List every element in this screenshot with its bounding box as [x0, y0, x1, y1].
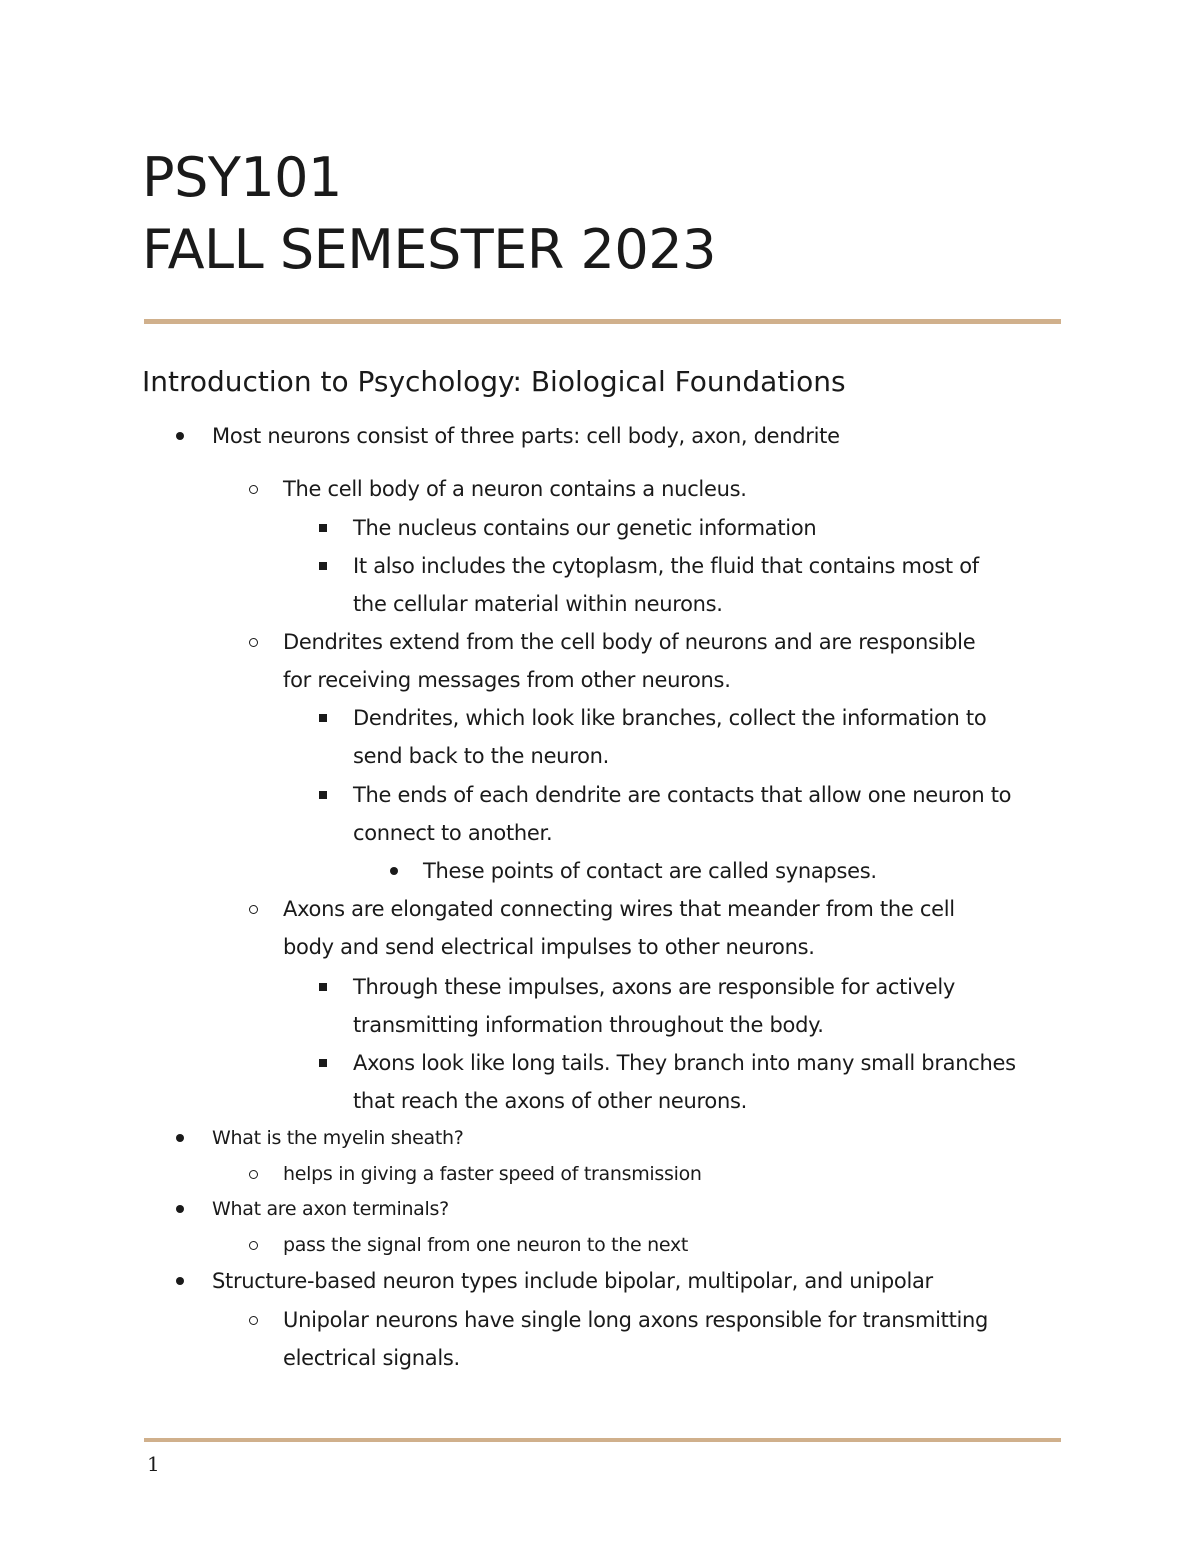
page-number: 1: [147, 1452, 160, 1476]
disc-bullet-icon: [176, 432, 184, 440]
disc-bullet-icon: [176, 1134, 184, 1142]
list-item-text: helps in giving a faster speed of transmission: [283, 1163, 702, 1185]
list-item-text: Through these impulses, axons are responsible for actively: [353, 975, 956, 999]
circle-bullet-icon: [249, 1316, 258, 1325]
list-item-text: Structure-based neuron types include bipolar, multipolar, and unipolar: [212, 1269, 933, 1293]
list-item: [212, 1119, 464, 1157]
footer-divider: [144, 1438, 1061, 1442]
list-item: [283, 623, 975, 661]
square-bullet-icon: [319, 524, 327, 532]
list-item-continuation: [283, 928, 815, 966]
list-item: [212, 1190, 449, 1228]
square-bullet-icon: [319, 1059, 327, 1067]
list-item: [423, 852, 877, 890]
title-course-code: PSY101: [142, 146, 342, 209]
title-semester: FALL SEMESTER 2023: [142, 218, 716, 281]
list-item-continuation: [353, 1006, 824, 1044]
list-item-continuation: [353, 585, 723, 623]
list-item-text: body and send electrical impulses to other neurons.: [283, 935, 815, 959]
list-item-continuation: [283, 661, 731, 699]
list-item: [353, 509, 816, 547]
list-item-text: Axons are elongated connecting wires that meander from the cell: [283, 897, 955, 921]
list-item: [283, 890, 955, 928]
list-item-text: The cell body of a neuron contains a nucleus.: [283, 477, 747, 501]
list-item-text: Unipolar neurons have single long axons responsible for transmitting: [283, 1308, 989, 1332]
list-item: [283, 1226, 688, 1264]
list-item: [283, 1301, 988, 1339]
list-item: [283, 470, 747, 508]
list-item-continuation: [283, 1339, 460, 1377]
list-item-text: send back to the neuron.: [353, 744, 609, 768]
list-item-text: Dendrites, which look like branches, collect the information to: [353, 706, 987, 730]
circle-bullet-icon: [249, 1170, 258, 1179]
list-item-text: electrical signals.: [283, 1346, 460, 1370]
list-item-text: Axons look like long tails. They branch into many small branches: [353, 1051, 1016, 1075]
list-item-text: for receiving messages from other neurons.: [283, 668, 731, 692]
list-item-continuation: [353, 1082, 747, 1120]
circle-bullet-icon: [249, 1241, 258, 1250]
list-item-text: It also includes the cytoplasm, the fluid that contains most of: [353, 554, 979, 578]
square-bullet-icon: [319, 562, 327, 570]
list-item: [353, 1044, 1016, 1082]
list-item-continuation: [353, 737, 609, 775]
list-item: [283, 1155, 702, 1193]
circle-bullet-icon: [249, 638, 258, 647]
disc-bullet-icon: [176, 1277, 184, 1285]
list-item: [353, 968, 955, 1006]
list-item: [212, 417, 840, 455]
circle-bullet-icon: [249, 485, 258, 494]
list-item-text: Most neurons consist of three parts: cell body, axon, dendrite: [212, 424, 840, 448]
list-item-text: These points of contact are called synapses.: [423, 859, 877, 883]
list-item-text: What is the myelin sheath?: [212, 1127, 464, 1149]
square-bullet-icon: [319, 791, 327, 799]
square-bullet-icon: [319, 983, 327, 991]
list-item: [353, 776, 1011, 814]
list-item-text: connect to another.: [353, 821, 553, 845]
list-item-text: pass the signal from one neuron to the next: [283, 1234, 689, 1256]
disc-bullet-icon: [390, 867, 398, 875]
disc-bullet-icon: [176, 1205, 184, 1213]
list-item-text: What are axon terminals?: [212, 1198, 449, 1220]
list-item-text: the cellular material within neurons.: [353, 592, 723, 616]
list-item-text: Dendrites extend from the cell body of neurons and are responsible: [283, 630, 976, 654]
section-heading: Introduction to Psychology: Biological Foundations: [142, 365, 846, 398]
list-item: [353, 699, 986, 737]
square-bullet-icon: [319, 714, 327, 722]
list-item-text: The ends of each dendrite are contacts that allow one neuron to: [353, 783, 1012, 807]
list-item: [353, 547, 979, 585]
top-divider: [144, 319, 1061, 324]
list-item-continuation: [353, 814, 552, 852]
list-item-text: that reach the axons of other neurons.: [353, 1089, 747, 1113]
list-item: [212, 1262, 933, 1300]
circle-bullet-icon: [249, 905, 258, 914]
list-item-text: transmitting information throughout the body.: [353, 1013, 824, 1037]
list-item-text: The nucleus contains our genetic information: [353, 516, 817, 540]
